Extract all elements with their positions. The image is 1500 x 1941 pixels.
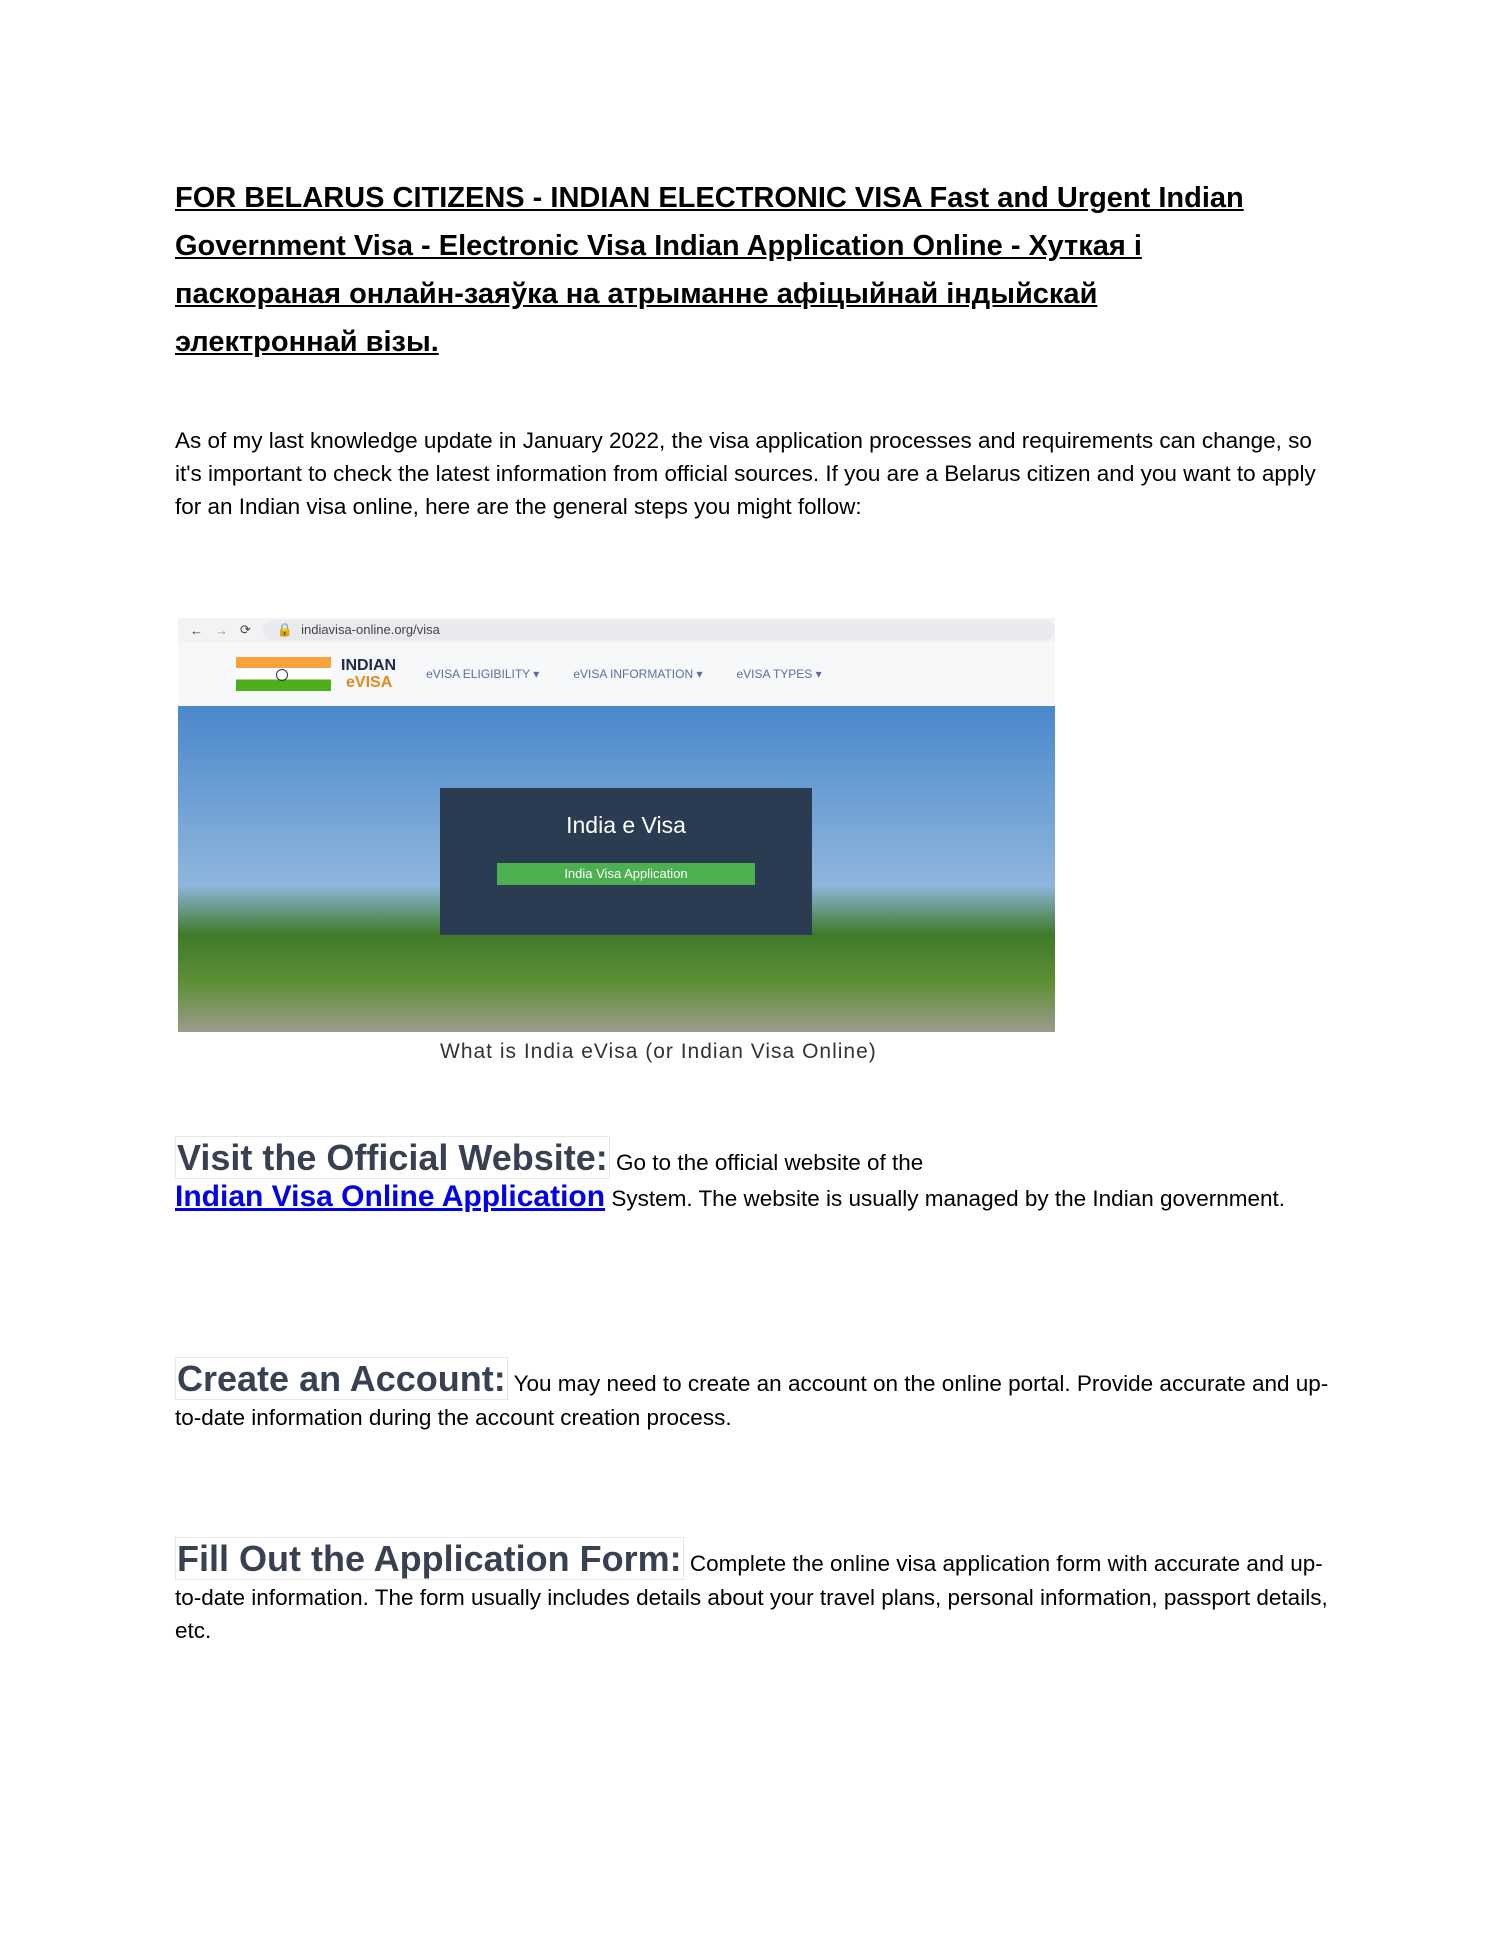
- taj-mahal-hero-image: [178, 706, 1055, 1032]
- document-title: FOR BELARUS CITIZENS - INDIAN ELECTRONIC VISA Fast and Urgent Indian Government Visa - Electronic Visa Indian Application Online - Хуткая і паскораная онлайн-заяўка на атрыманне афіцыйнай індыйскай электроннай візы.: [175, 182, 1244, 358]
- section-text: You may need to create an account on the online portal. Provide accurate and up-to-date information during the account creation process.: [175, 1371, 1329, 1430]
- website-screenshot: [178, 618, 1055, 1032]
- india-visa-application-button: India Visa Application: [497, 863, 755, 885]
- reload-icon: ⟳: [240, 622, 251, 637]
- url-text: indiavisa-online.org/visa: [301, 622, 440, 637]
- intro-paragraph: As of my last knowledge update in January 2022, the visa application processes and requirements can change, so it's important to check the latest information from official sources. If you are a Belarus citizen and you want to apply for an Indian visa online, here are the general steps you might follow:: [175, 428, 1316, 519]
- section-heading: Create an Account:: [177, 1358, 506, 1399]
- back-arrow-icon: ←: [190, 622, 203, 638]
- section-heading: Visit the Official Website:: [177, 1137, 608, 1178]
- nav-evisa-types: eVISA TYPES ▾: [736, 667, 822, 681]
- site-nav: [178, 642, 1055, 706]
- section-heading: Fill Out the Application Form:: [177, 1538, 682, 1579]
- hero-box: [440, 788, 812, 935]
- site-logo: [341, 657, 396, 691]
- section-visit-website: [175, 1136, 1335, 1215]
- section-text: Complete the online visa application form with accurate and up-to-date information. The form usually includes details about your travel plans, personal information, passport details, etc.: [175, 1551, 1328, 1643]
- browser-url-bar: [178, 618, 1055, 642]
- section-text: System. The website is usually managed by the Indian government.: [605, 1186, 1286, 1211]
- logo-line2: eVISA: [346, 674, 393, 691]
- india-flag-icon: [236, 657, 331, 691]
- section-fill-form: [175, 1537, 1335, 1647]
- section-create-account: [175, 1357, 1335, 1434]
- indian-visa-online-application-link[interactable]: Indian Visa Online Application: [175, 1180, 606, 1213]
- forward-arrow-icon: →: [215, 622, 228, 638]
- section-text: Go to the official website of the: [609, 1150, 924, 1175]
- lock-icon: 🔒: [276, 622, 294, 637]
- hero-title: India e Visa: [566, 812, 686, 838]
- nav-evisa-eligibility: eVISA ELIGIBILITY ▾: [426, 667, 540, 681]
- logo-line1: INDIAN: [341, 657, 397, 674]
- nav-evisa-information: eVISA INFORMATION ▾: [573, 667, 703, 681]
- image-caption: What is India eVisa (or Indian Visa Online): [440, 1040, 877, 1063]
